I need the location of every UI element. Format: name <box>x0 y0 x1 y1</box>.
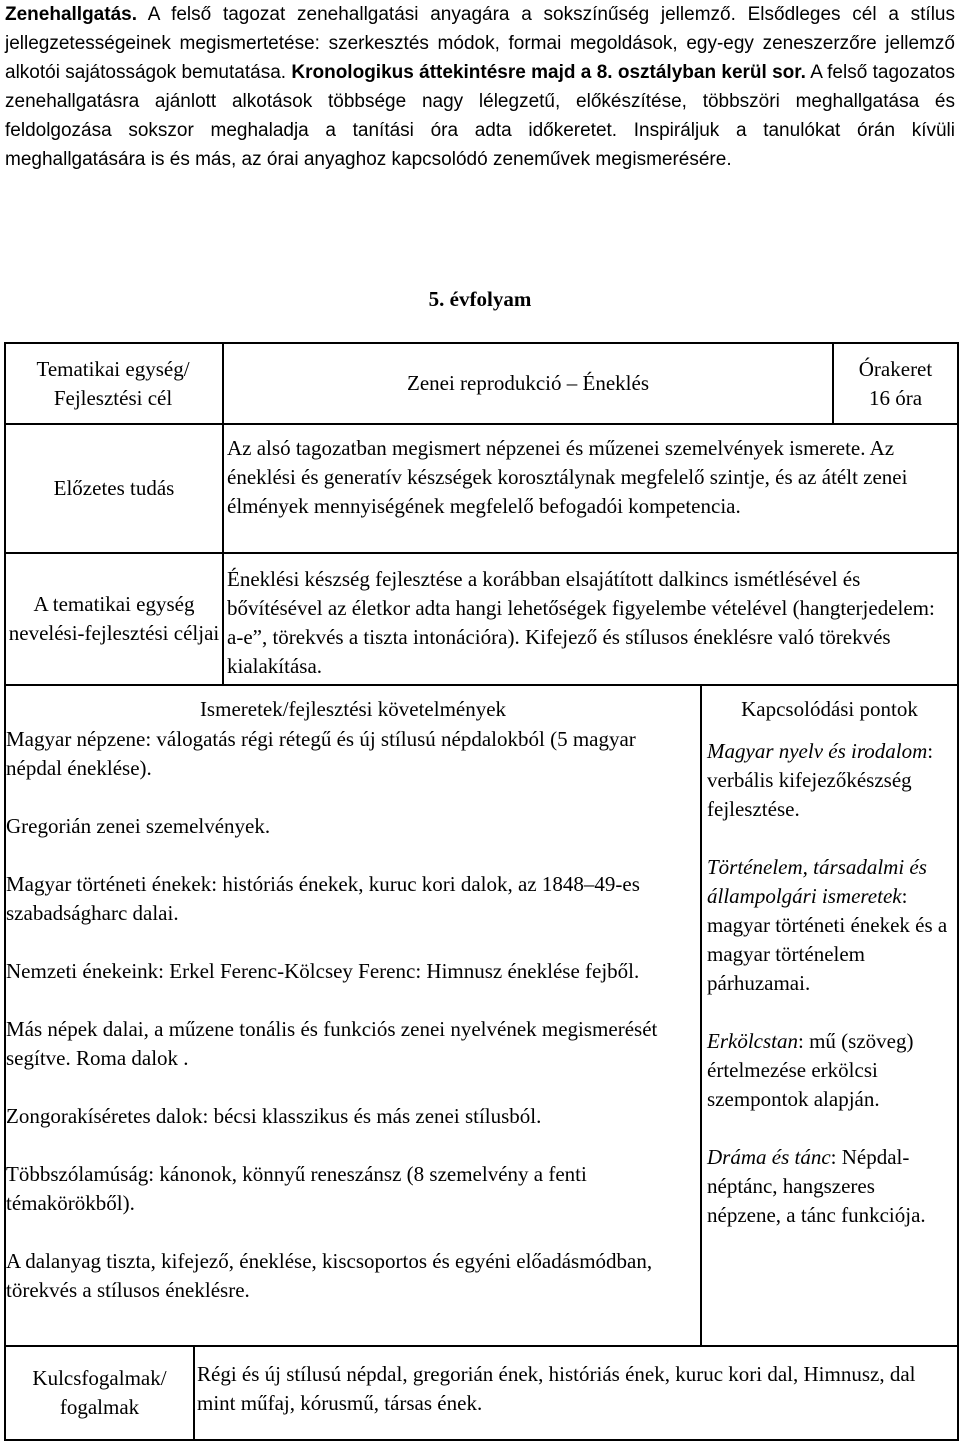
goals-label: A tematikai egység nevelési-fejlesztési céljai <box>8 592 220 645</box>
intro-paragraph <box>5 0 955 174</box>
hours-label: Órakeret <box>858 356 933 381</box>
keywords-label: Kulcsfogalmak/ fogalmak <box>32 1366 167 1419</box>
intro-bold-note: Kronologikus áttekintésre majd a 8. osztályban kerül sor. <box>291 62 806 83</box>
requirement-item: Többszólamúság: kánonok, könnyű reneszánsz (8 szemelvény a fenti témakörökből). <box>6 1162 587 1215</box>
table-border <box>957 684 959 1346</box>
requirement-item: Magyar népzene: válogatás régi rétegű és új stílusú népdalokból (5 magyar népdal éneklése). <box>6 727 636 780</box>
prior-knowledge-text: Az alsó tagozatban megismert népzenei és műzenei szemelvények ismerete. Az éneklési és generatív készségek korosztálynak megfelelő szintje, és az átélt zenei élmények mennyiségének megfelelő befogadói kompetencia. <box>227 436 908 518</box>
goals-text: Éneklési készség fejlesztése a korábban elsajátított dalkincs ismétlésével és bővítésével az életkor adta hangi lehetőségek figyelembe vételével (hangterjedelem: a-e”, törekvés a tiszta intonációra). Kifejező és stílusos éneklésre való törekvés kialakítása. <box>227 567 935 678</box>
link-item <box>707 853 953 998</box>
requirement-item: Nemzeti énekeink: Erkel Ferenc-Kölcsey Ferenc: Himnusz éneklése fejből. <box>6 959 640 983</box>
requirement-item: Más népek dalai, a műzene tonális és funkciós zenei nyelvének megismerését segítve. Roma dalok . <box>6 1017 658 1070</box>
requirement-item: Zongorakíséretes dalok: bécsi klasszikus és más zenei stílusból. <box>6 1104 542 1128</box>
links-header: Kapcsolódási pontok <box>741 696 918 721</box>
topic-label: Tematikai egység/ Fejlesztési cél <box>36 356 190 410</box>
keywords-text: Régi és új stílusú népdal, gregorián ének, históriás ének, kuruc kori dal, Himnusz, dal mint műfaj, kórusmű, társas ének. <box>197 1362 916 1415</box>
hours-value: 16 óra <box>868 385 923 410</box>
link-text: : magyar történeti énekek és a magyar történelem párhuzamai. <box>707 884 948 995</box>
table-border <box>700 684 702 1346</box>
link-subject: Magyar nyelv és irodalom <box>707 739 928 763</box>
requirement-item: A dalanyag tiszta, kifejező, éneklése, kiscsoportos és egyéni előadásmódban, törekvés a stílusos éneklésre. <box>6 1249 653 1302</box>
link-subject: Erkölcstan <box>707 1029 798 1053</box>
prior-knowledge-label: Előzetes tudás <box>53 476 175 500</box>
intro-text-1: A felső tagozat zenehallgatási anyagára a sokszínűség jellemző. Elsődleges cél a stílus jellegzetességeinek megismertetése: szerkesztés módok, formai megoldások, egy-egy zeneszerzőre jellemző alkotói sajátosságok bemutatása. <box>5 4 955 83</box>
intro-text-2: A felső tagozatos zenehallgatásra ajánlott alkotások többsége nagy lélegzetű, előkészítése, többszöri meghallgatása és feldolgozása sokszor meghaladja a tanítási óra adta időkeretet. Inspiráljuk a tanulókat órán kívüli meghallgatására is és más, az órai anyaghoz kapcsolódó zeneművek megismerésére. <box>5 62 955 170</box>
requirements-header: Ismeretek/fejlesztési követelmények <box>199 696 507 721</box>
link-text: : mű (szöveg) értelmezése erkölcsi szempontok alapján. <box>707 1029 914 1111</box>
table-border <box>957 1345 959 1441</box>
requirements-list <box>6 725 696 1334</box>
topic-title: Zenei reprodukció – Éneklés <box>407 371 649 395</box>
link-subject: Dráma és tánc <box>707 1145 831 1169</box>
link-item <box>707 1027 953 1114</box>
link-text: : verbális kifejezőkészség fejlesztése. <box>707 739 934 821</box>
table-border <box>957 342 959 686</box>
year-heading: 5. évfolyam <box>428 287 532 311</box>
links-list <box>707 737 953 1259</box>
requirement-item: Magyar történeti énekek: históriás énekek, kuruc kori dalok, az 1848–49-es szabadságharc dalai. <box>6 872 640 925</box>
intro-bold-heading: Zenehallgatás. <box>5 4 137 25</box>
link-text: : Népdal-néptánc, hangszeres népzene, a tánc funkciója. <box>707 1145 926 1227</box>
table-border <box>4 1439 959 1441</box>
table-border <box>4 684 959 686</box>
hours-cell <box>834 344 957 423</box>
link-item <box>707 1143 953 1230</box>
table-border <box>193 1345 195 1441</box>
link-item <box>707 737 953 824</box>
link-subject: Történelem, társadalmi és állampolgári ismeretek <box>707 855 927 908</box>
requirement-item: Gregorián zenei szemelvények. <box>6 814 271 838</box>
